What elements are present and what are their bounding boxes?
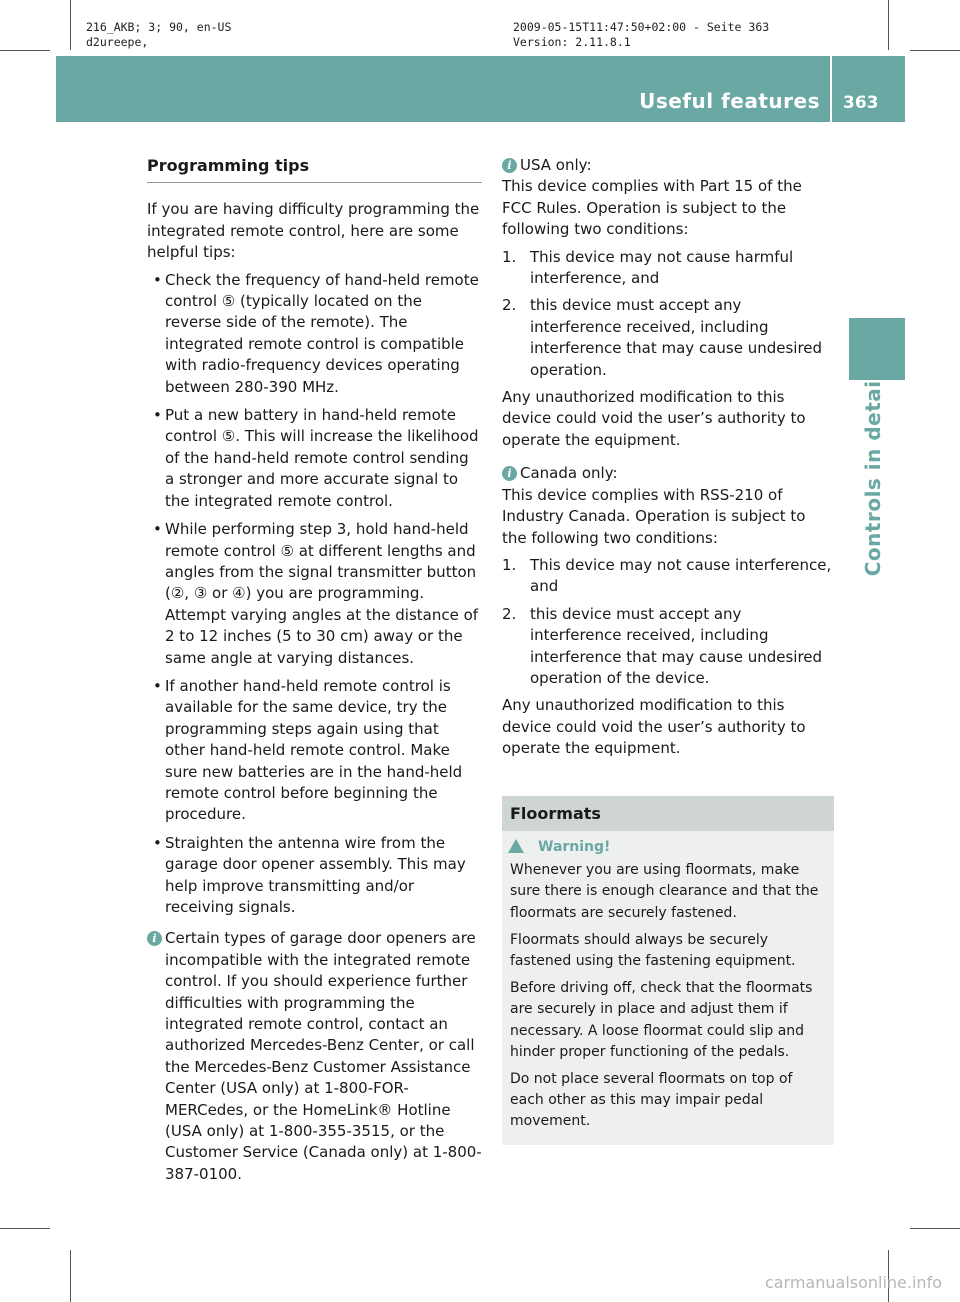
section-heading: Programming tips xyxy=(147,155,482,183)
intro-paragraph: If you are having difficulty programming the integrated remote control, here are some helpful tips: xyxy=(147,200,480,262)
list-item xyxy=(502,247,834,290)
side-tab-marker xyxy=(849,318,905,380)
crop-mark xyxy=(910,1228,960,1229)
warning-paragraph: Whenever you are using floormats, make sure there is enough clearance and that the floormats are securely fastened. xyxy=(510,862,819,921)
list-number: 1. xyxy=(502,247,517,266)
chapter-label: Controls in detail xyxy=(861,373,885,577)
watermark: carmanualsonline.info xyxy=(764,1273,942,1292)
warning-icon xyxy=(508,839,524,853)
closing-paragraph: Any unauthorized modification to this device could void the user’s authority to operate the equipment. xyxy=(502,388,806,449)
info-icon: i xyxy=(502,158,517,173)
crop-mark xyxy=(910,50,960,51)
crop-mark xyxy=(888,0,889,50)
warning-paragraph: Before driving off, check that the floormats are securely in place and adjust them if necessary. A loose floormat could slip and hinder proper functioning of the pedals. xyxy=(510,980,813,1060)
crop-mark xyxy=(70,0,71,50)
list-item: • Check the frequency of hand-held remote control ⑤ (typically located on the reverse side of the remote). The integrated remote control is compatible with radio-frequency devices operating between 280-390 MHz. xyxy=(147,270,482,398)
right-column xyxy=(502,155,834,1145)
list-item-text: This device may not cause interference, and xyxy=(530,555,832,596)
print-meta-line: 216_AKB; 3; 90, en-US xyxy=(86,20,232,34)
header-divider xyxy=(830,56,832,122)
print-meta-left xyxy=(86,20,231,50)
print-meta-right xyxy=(513,20,769,50)
list-item-text: this device must accept any interference received, including interference that may cause undesired operation. xyxy=(530,296,823,379)
list-item xyxy=(502,295,834,381)
numbered-list xyxy=(502,247,834,381)
list-item: • Straighten the antenna wire from the garage door opener assembly. This may help improve transmitting and/or receiving signals. xyxy=(147,833,482,919)
page-title: Useful features xyxy=(639,89,820,113)
left-column xyxy=(147,155,482,1185)
closing-paragraph: Any unauthorized modification to this device could void the user’s authority to operate the equipment. xyxy=(502,696,806,758)
info-note xyxy=(147,928,482,1185)
crop-mark xyxy=(0,50,50,51)
print-meta-line: Version: 2.11.8.1 xyxy=(513,35,631,49)
crop-mark xyxy=(0,1228,50,1229)
crop-mark xyxy=(70,1250,71,1302)
info-note-text: Certain types of garage door openers are incompatible with the integrated remote control. If you should experience further difficulties with programming the integrated remote control, contact an authorized Mercedes-Benz Center, or call the Mercedes-Benz Customer Assistance Center (USA only) at 1-800-FOR-MERCedes, or the HomeLink® Hotline (USA only) at 1-800-355-3515, or the Customer Service (Canada only) at 1-800-387-0100. xyxy=(165,929,482,1183)
list-item: • Put a new battery in hand-held remote control ⑤. This will increase the likelihood of the hand-held remote control sending a stronger and more accurate signal to the integrated remote control. xyxy=(147,405,482,512)
info-label: USA only: xyxy=(520,156,592,174)
list-item xyxy=(502,555,834,598)
info-icon: i xyxy=(147,931,162,946)
list-number: 2. xyxy=(502,604,517,623)
list-item: • If another hand-held remote control is available for the same device, try the programming steps again using that other hand-held remote control. Make sure new batteries are in the hand-held remote control before beginning the procedure. xyxy=(147,676,482,826)
print-meta-line: 2009-05-15T11:47:50+02:00 - Seite 363 xyxy=(513,20,770,34)
page-number: 363 xyxy=(843,93,879,113)
list-number: 2. xyxy=(502,296,517,315)
info-note-canada xyxy=(502,463,834,484)
numbered-list xyxy=(502,555,834,689)
warning-box xyxy=(502,831,834,1145)
info-label: Canada only: xyxy=(520,464,618,483)
list-item xyxy=(502,604,834,690)
print-meta-line: d2ureepe, xyxy=(86,35,149,49)
info-text: This device complies with Part 15 of the FCC Rules. Operation is subject to the following two conditions: xyxy=(502,177,802,239)
warning-paragraph: Floormats should always be securely fastened using the fastening equipment. xyxy=(510,931,796,969)
list-number: 1. xyxy=(502,555,517,574)
section-heading: Floormats xyxy=(502,796,834,831)
list-item-text: this device must accept any interference received, including interference that may cause undesired operation of the device. xyxy=(530,604,823,687)
info-icon: i xyxy=(502,466,517,481)
warning-paragraph: Do not place several floormats on top of each other as this may impair pedal movement. xyxy=(510,1071,793,1130)
info-text: This device complies with RSS-210 of Industry Canada. Operation is subject to the following two conditions: xyxy=(502,485,806,547)
warning-header xyxy=(510,837,826,858)
tips-list xyxy=(147,270,482,919)
list-item: • While performing step 3, hold hand-held remote control ⑤ at different lengths and angles from the signal transmitter button (②, ③ or ④) you are programming. Attempt varying angles at the distance of 2 to 12 inches (5 to 30 cm) away or the same angle at varying distances. xyxy=(147,519,482,669)
warning-title: Warning! xyxy=(538,838,611,855)
info-note-usa xyxy=(502,155,834,176)
list-item-text: This device may not cause harmful interference, and xyxy=(530,247,794,288)
